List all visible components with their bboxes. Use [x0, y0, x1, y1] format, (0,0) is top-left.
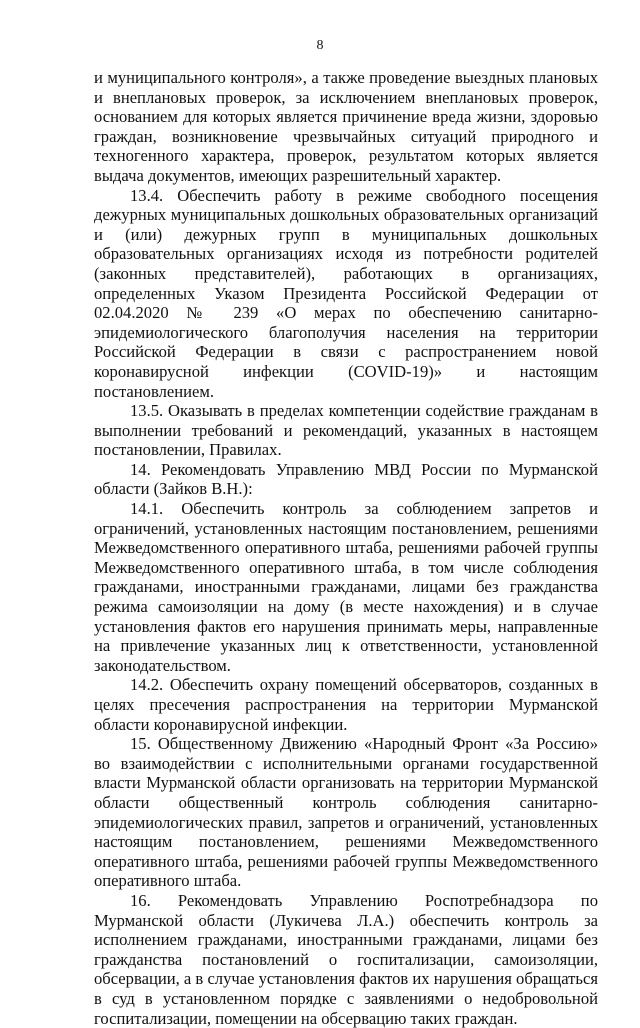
paragraph-13-4: 13.4. Обеспечить работу в режиме свободного посещения дежурных муниципальных дошкольных образовательных организаций и (или) дежурных групп в муниципальных дошкольных образовательных организациях исходя из потребности родителей (законных представителей), работающих в организациях, определенных Указом Президента Российской Федерации от 02.04.2020 № 239 «О мерах по обеспечению санитарно-эпидемиологического благополучия населения на территории Российской Федерации в связи с распространением новой коронавирусной инфекции (COVID-19)» и настоящим постановлением. [94, 185, 598, 401]
paragraph-14-1: 14.1. Обеспечить контроль за соблюдением запретов и ограничений, установленных настоящим постановлением, решениями Межведомственного оперативного штаба, решениями рабочей группы Межведомственного оперативного штаба, в том числе соблюдения гражданами, иностранными гражданами, лицами без гражданства режима самоизоляции на дому (в месте нахождения) и в случае установления фактов его нарушения принимать меры, направленные на привлечение указанных лиц к ответственности, установленной законодательством. [94, 499, 598, 675]
page-number: 8 [316, 38, 324, 53]
paragraph-continuation: и муниципального контроля», а также проведение выездных плановых и внеплановых проверок, за исключением внеплановых проверок, основанием для которых является причинение вреда жизни, здоровью граждан, возникновение чрезвычайных ситуаций природного и техногенного характера, проверок, результатом которых является выдача документов, имеющих разрешительный характер. [94, 68, 598, 185]
document-body [94, 68, 598, 1028]
paragraph-16: 16. Рекомендовать Управлению Роспотребнадзора по Мурманской области (Лукичева Л.А.) обеспечить контроль за исполнением гражданами, иностранными гражданами, лицами без гражданства постановлений о госпитализации, самоизоляции, обсервации, а в случае установления фактов их нарушения обращаться в суд в установленном порядке с заявлениями о недобровольной госпитализации, помещении на обсервацию таких граждан. [94, 890, 598, 1028]
paragraph-14-2: 14.2. Обеспечить охрану помещений обсерваторов, созданных в целях пресечения распространения на территории Мурманской области коронавирусной инфекции. [94, 675, 598, 734]
paragraph-13-5: 13.5. Оказывать в пределах компетенции содействие гражданам в выполнении требований и рекомендаций, указанных в настоящем постановлении, Правилах. [94, 401, 598, 460]
paragraph-15: 15. Общественному Движению «Народный Фронт «За Россию» во взаимодействии с исполнительными органами государственной власти Мурманской области организовать на территории Мурманской области общественный контроль соблюдения санитарно-эпидемиологических правил, запретов и ограничений, установленных настоящим постановлением, решениями Межведомственного оперативного штаба, решениями рабочей группы Межведомственного оперативного штаба. [94, 734, 598, 891]
paragraph-14: 14. Рекомендовать Управлению МВД России по Мурманской области (Зайков В.Н.): [94, 459, 598, 499]
